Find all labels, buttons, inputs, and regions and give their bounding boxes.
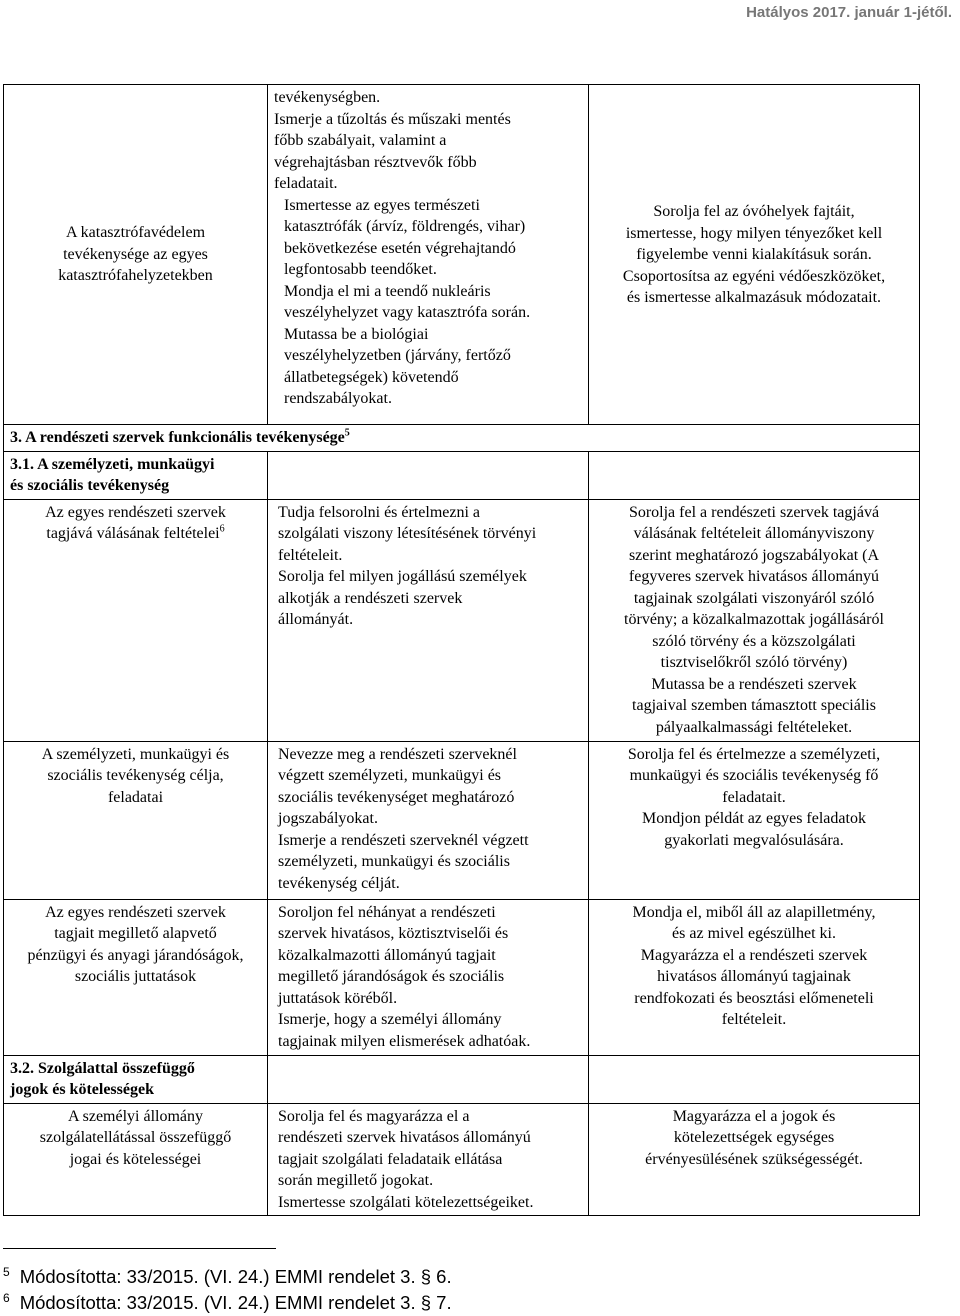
empty-cell <box>589 451 920 499</box>
table-row <box>4 1103 920 1216</box>
footnote-number: 5 <box>3 1264 10 1279</box>
text-line: A katasztrófavédelem <box>65 224 206 242</box>
text-line: feladatait. <box>722 788 786 806</box>
text-line: Nevezze meg a rendészeti szerveknél <box>278 745 517 763</box>
advanced-requirement-cell <box>589 85 920 425</box>
topic-text <box>10 1106 261 1171</box>
text-line: tagjainak milyen elismerések adhatóak. <box>278 1032 531 1050</box>
advanced-requirement-text <box>595 201 913 309</box>
table-row <box>4 899 920 1055</box>
text-line: szociális juttatások <box>74 968 197 985</box>
text-line: és az mivel egészülhet ki. <box>672 925 836 942</box>
advanced-requirement-cell <box>589 499 920 741</box>
requirement-cell <box>268 85 589 425</box>
text-line: személyzeti, munkaügyi és szociális <box>278 853 510 870</box>
requirement-text <box>278 1106 582 1214</box>
text-line: szóló törvény és a közszolgálati <box>652 632 856 650</box>
topic-text <box>10 902 261 988</box>
section-3-title: 3. A rendészeti szervek funkcionális tevékenysége <box>10 429 345 446</box>
footnote-text: Módosította: 33/2015. (VI. 24.) EMMI rendelet 3. § 7. <box>19 1292 452 1313</box>
topic-cell <box>4 1103 268 1216</box>
text-line: munkaügyi és szociális tevékenység fő <box>629 767 879 784</box>
text-line: A személyzeti, munkaügyi és <box>41 745 230 763</box>
footnote-6 <box>3 1292 452 1314</box>
empty-cell <box>268 1055 589 1103</box>
text-line: gyakorlati megvalósulására. <box>664 831 844 849</box>
text-line: Magyarázza el a rendészeti szervek <box>640 946 868 964</box>
requirement-cell <box>268 741 589 899</box>
text-line: Ismertesse szolgálati kötelezettségeiket. <box>278 1193 534 1211</box>
requirement-cell <box>268 499 589 741</box>
topic-text <box>10 744 261 809</box>
section-3-1-title <box>10 454 261 497</box>
text-line: során megillető jogokat. <box>278 1172 434 1189</box>
text-line: Mondja el, miből áll az alapilletmény, <box>632 903 876 921</box>
text-line: és szociális tevékenység <box>10 477 170 494</box>
text-line: veszélyhelyzetben (járvány, fertőző <box>284 347 511 364</box>
table-row <box>4 451 920 499</box>
text-line: Soroljon fel néhányat a rendészeti <box>278 903 496 921</box>
topic-cell <box>4 85 268 425</box>
topic-cell <box>4 741 268 899</box>
text-line: jogai és kötelességei <box>69 1150 202 1168</box>
text-line: feladatai <box>107 788 164 806</box>
text-line: Ismerje, hogy a személyi állomány <box>278 1011 502 1028</box>
text-line: Magyarázza el a jogok és <box>672 1107 836 1125</box>
text-line: feltételeit. <box>278 546 343 564</box>
table-row <box>4 741 920 899</box>
text-line: kötelezettségek egységes <box>673 1129 835 1146</box>
requirement-cell <box>268 899 589 1055</box>
text-line: rendészeti szervek hivatásos állományú <box>278 1129 531 1146</box>
text-line: Tudja felsorolni és értelmezni a <box>278 503 481 521</box>
text-line: bekövetkezése esetén végrehajtandó <box>284 239 516 257</box>
text-line: tagjait szolgálati feladataik ellátása <box>278 1150 503 1168</box>
text-line: juttatások köréből. <box>278 989 398 1007</box>
requirement-text <box>274 195 582 410</box>
text-line: Az egyes rendészeti szervek <box>45 903 226 921</box>
table-row <box>4 425 920 452</box>
section-3-heading <box>4 425 920 452</box>
text-line: figyelembe venni kialakításuk során. <box>636 246 872 263</box>
text-line: hivatásos állományú tagjainak <box>657 968 851 985</box>
text-line: tagjává válásának feltételei <box>46 525 220 542</box>
text-line: tagjait megillető alapvető <box>54 925 217 942</box>
text-line: állatbetegségek) követendő <box>284 368 459 386</box>
text-line: szociális tevékenység célja, <box>47 767 224 784</box>
text-line: fegyveres szervek hivatásos állományú <box>628 568 880 585</box>
text-line: rendszabályokat. <box>284 390 392 407</box>
table-row <box>4 499 920 741</box>
text-line: és ismertesse alkalmazásuk módozatait. <box>626 289 882 306</box>
validity-header: Hatályos 2017. január 1-jétől. <box>746 4 952 21</box>
section-3-2-title <box>10 1058 261 1101</box>
requirement-cell <box>268 1103 589 1216</box>
text-line: tevékenység célját. <box>278 874 400 892</box>
text-line: A személyi állomány <box>67 1107 204 1125</box>
text-line: Sorolja fel a rendészeti szervek tagjává <box>628 503 880 521</box>
text-line: Mutassa be a biológiai <box>284 325 429 343</box>
topic-cell <box>4 499 268 741</box>
empty-cell <box>589 1055 920 1103</box>
text-line: Mutassa be a rendészeti szervek <box>651 675 857 693</box>
footnote-5 <box>3 1266 452 1288</box>
footnote-separator <box>3 1248 276 1249</box>
text-line: Sorolja fel és magyarázza el a <box>278 1107 470 1125</box>
topic-text <box>10 222 261 287</box>
requirement-text <box>278 502 582 631</box>
topic-text <box>45 504 226 543</box>
topic-cell <box>4 899 268 1055</box>
advanced-requirement-cell <box>589 741 920 899</box>
section-3-2-heading <box>4 1055 268 1103</box>
advanced-requirement-text <box>595 1106 913 1171</box>
text-line: Sorolja fel és értelmezze a személyzeti, <box>627 745 881 763</box>
text-line: szerint meghatározó jogszabályokat (A <box>628 546 880 564</box>
text-line: megillető járandóságok és szociális <box>278 968 505 985</box>
footnote-ref-5: 5 <box>344 427 350 439</box>
text-line: 3.2. Szolgálattal összefüggő <box>10 1059 195 1077</box>
text-line: Sorolja fel milyen jogállású személyek <box>278 568 527 585</box>
text-line: legfontosabb teendőket. <box>284 261 437 278</box>
text-line: katasztrófák (árvíz, földrengés, vihar) <box>284 218 526 235</box>
text-line: Mondja el mi a teendő nukleáris <box>284 282 491 300</box>
table-row <box>4 1055 920 1103</box>
text-line: tevékenységben. <box>274 89 381 106</box>
text-line: végzett személyzeti, munkaügyi és <box>278 767 502 784</box>
footnote-text: Módosította: 33/2015. (VI. 24.) EMMI rendelet 3. § 6. <box>19 1266 452 1287</box>
text-line: tevékenysége az egyes <box>63 245 208 263</box>
table-row <box>4 85 920 425</box>
text-line: szervek hivatásos, köztisztviselői és <box>278 925 509 942</box>
advanced-requirement-cell <box>589 899 920 1055</box>
text-line: tagjaival szemben támasztott speciális <box>632 697 876 714</box>
section-3-1-heading <box>4 451 268 499</box>
text-line: ismertesse, hogy milyen tényezőket kell <box>625 224 883 242</box>
text-line: veszélyhelyzet vagy katasztrófa során. <box>284 304 531 321</box>
text-line: jogszabályokat. <box>278 810 378 827</box>
empty-cell <box>268 451 589 499</box>
curriculum-table <box>3 84 920 1216</box>
text-line: katasztrófahelyzetekben <box>58 267 213 285</box>
text-line: érvényesülésének szükségességét. <box>645 1150 863 1168</box>
text-line: közalkalmazotti állományú tagjait <box>278 946 496 964</box>
text-line: tagjainak szolgálati viszonyáról szóló <box>633 589 875 607</box>
requirement-text <box>278 744 582 895</box>
text-line: Mondjon példát az egyes feladatok <box>642 810 866 827</box>
text-line: pénzügyi és anyagi járandóságok, <box>27 946 244 964</box>
text-line: válásának feltételeit állományviszony <box>633 525 875 542</box>
advanced-requirement-text <box>595 502 913 739</box>
text-line: alkotják a rendészeti szervek <box>278 589 463 607</box>
text-line: szolgálati viszony létesítésének törvényi <box>278 525 537 542</box>
text-line: tisztviselőkről szóló törvény) <box>660 654 848 671</box>
requirement-text-continued <box>274 87 582 195</box>
text-line: Az egyes rendészeti szervek <box>45 503 226 521</box>
advanced-requirement-text <box>595 902 913 1031</box>
text-line: 3.1. A személyzeti, munkaügyi <box>10 455 215 473</box>
text-line: törvény; a közalkalmazottak jogállásáról <box>624 611 884 628</box>
text-line: főbb szabályait, valamint a <box>274 132 447 149</box>
footnote-ref-6: 6 <box>219 523 225 535</box>
text-line: szociális tevékenységet meghatározó <box>278 788 515 806</box>
footnote-number: 6 <box>3 1290 10 1305</box>
text-line: feladatait. <box>274 175 338 192</box>
advanced-requirement-text <box>595 744 913 852</box>
advanced-requirement-cell <box>589 1103 920 1216</box>
text-line: végrehajtásban résztvevők főbb <box>274 153 477 171</box>
text-line: feltételeit. <box>721 1011 787 1028</box>
text-line: szolgálatellátással összefüggő <box>39 1129 232 1146</box>
text-line: állományát. <box>278 611 354 628</box>
text-line: Csoportosítsa az egyéni védőeszközöket, <box>622 267 886 285</box>
text-line: Ismerje a tűzoltás és műszaki mentés <box>274 110 511 128</box>
text-line: Ismertesse az egyes természeti <box>284 196 480 214</box>
requirement-text <box>278 902 582 1053</box>
text-line: jogok és kötelességek <box>10 1081 154 1098</box>
text-line: pályaalkalmassági feltételeket. <box>655 718 853 736</box>
text-line: Sorolja fel az óvóhelyek fajtáit, <box>653 203 855 220</box>
text-line: rendfokozati és beosztási előmeneteli <box>634 989 874 1007</box>
text-line: Ismerje a rendészeti szerveknél végzett <box>278 831 529 849</box>
